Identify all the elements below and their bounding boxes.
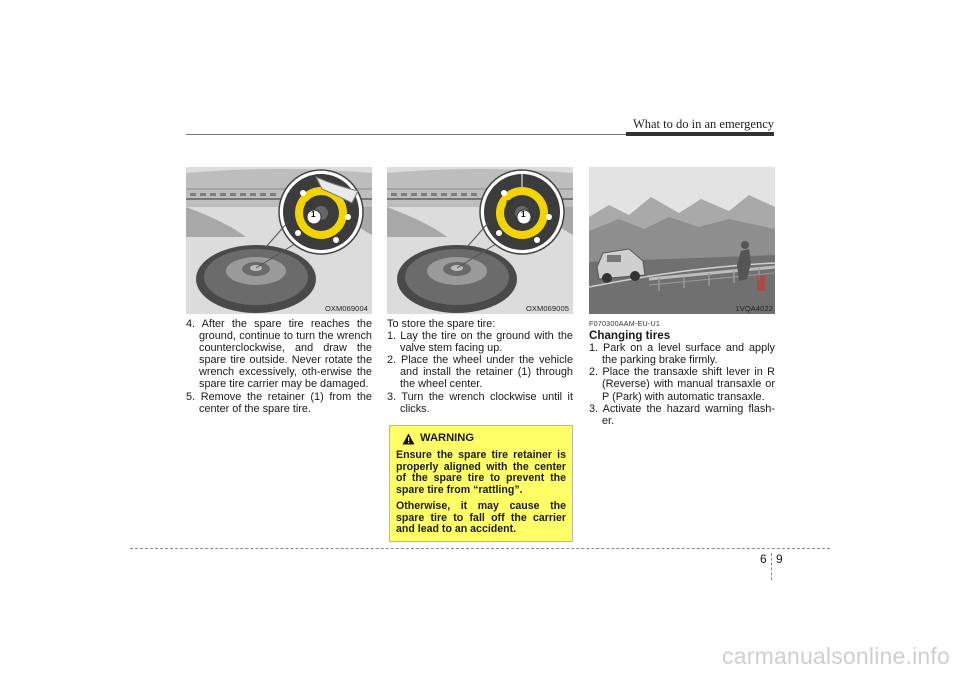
figure-callout-1: 1	[521, 210, 526, 219]
warning-heading-row	[402, 433, 566, 445]
figure-spare-tire-store	[387, 167, 573, 314]
warning-heading: WARNING	[420, 432, 475, 445]
warning-box	[389, 425, 573, 542]
warning-paragraph: Otherwise, it may cause the spare tire to fall off the carrier and lead to an accident.	[396, 499, 566, 536]
section-title: What to do in an emergency	[632, 117, 774, 131]
list-item: 1. Park on a level surface and apply the parking brake firmly.	[589, 342, 775, 367]
header-rule	[186, 134, 626, 135]
section-code: F070300AAM-EU-U1	[589, 319, 661, 328]
list-item: 1. Lay the tire on the ground with the valve stem facing up.	[387, 330, 573, 355]
intro-text: To store the spare tire:	[387, 318, 496, 330]
figure-illustration	[387, 167, 573, 314]
watermark: carmanualsonline.info	[722, 643, 950, 669]
figure-callout-80: 80	[506, 200, 514, 207]
column-store-steps	[387, 318, 573, 415]
warning-paragraph: Ensure the spare tire retainer is properly aligned with the center of the spare tire to prevent the spare tire from “rattling”.	[396, 449, 566, 497]
subheading: Changing tires	[589, 329, 671, 343]
list-item: 2. Place the wheel under the vehicle and install the retainer (1) through the wheel center.	[387, 354, 573, 391]
list-item: 2. Place the transaxle shift lever in R (Reverse) with manual transaxle or P (Park) with automatic transaxle.	[589, 366, 775, 403]
figure-illustration	[186, 167, 372, 314]
list-item: 3. Activate the hazard warning flash-er.	[589, 402, 775, 427]
figure-spare-tire-removal	[186, 167, 372, 314]
page-number-divider	[771, 553, 772, 580]
chapter-number: 6	[760, 552, 767, 566]
list-item: 5. Remove the retainer (1) from the center of the spare tire.	[186, 390, 372, 415]
figure-label: OXM069005	[525, 304, 569, 313]
figure-callout-1: 1	[311, 210, 316, 219]
figure-callout-80: 80	[305, 202, 313, 209]
header-rule-accent	[626, 132, 774, 136]
figure-label: 1VQA4022	[735, 304, 773, 313]
warning-triangle-icon	[402, 433, 415, 445]
list-item: 3. Turn the wrench clockwise until it clicks.	[387, 390, 573, 415]
page-number: 9	[776, 552, 783, 566]
figure-label: OXM069004	[324, 304, 368, 313]
footer-rule	[130, 548, 830, 549]
column-changing-tires	[589, 318, 775, 427]
list-item: 4. After the spare tire reaches the ground, continue to turn the wrench counterclockwise, and draw the spare tire outside. Never rotate the wrench excessively, oth-erwise the spare tire carrier may be damaged.	[186, 318, 372, 391]
figure-illustration	[589, 167, 775, 314]
column-removal-steps	[186, 318, 372, 415]
figure-changing-tires-roadside	[589, 167, 775, 314]
